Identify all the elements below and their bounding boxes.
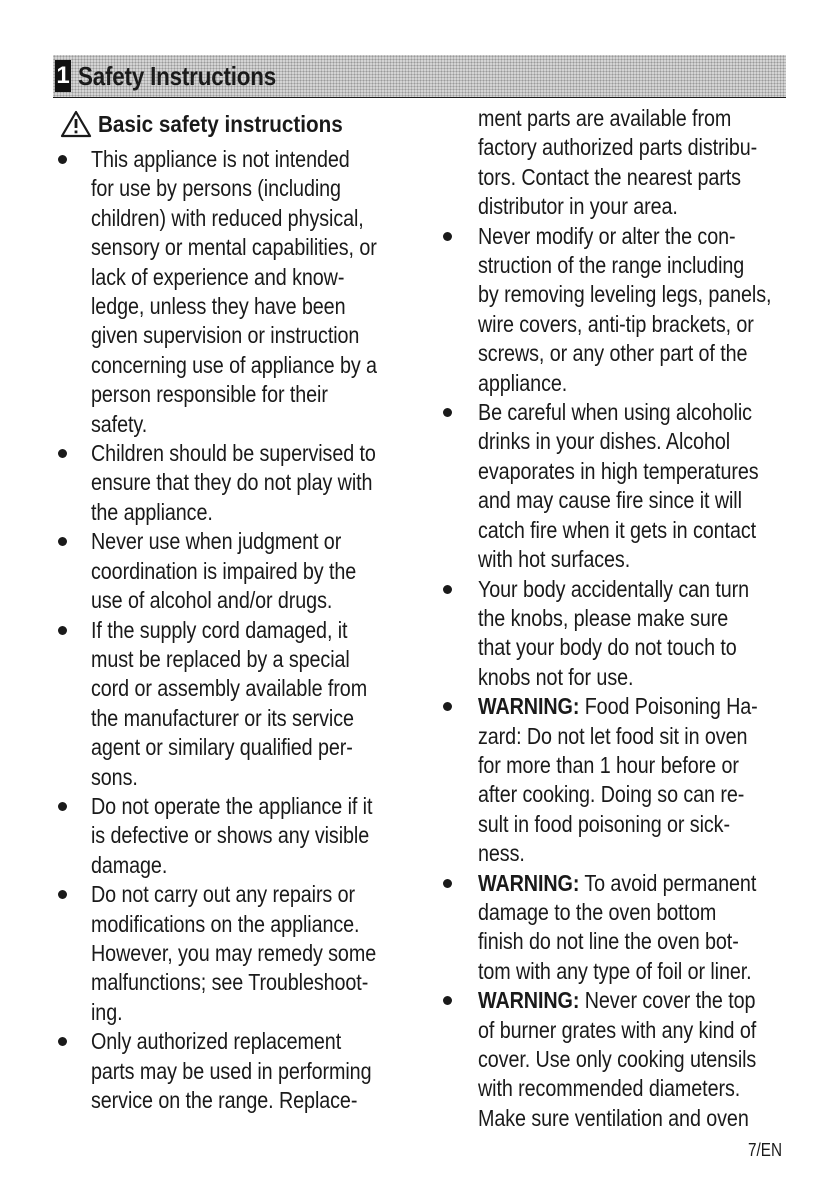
text-line: Do not carry out any repairs or: [91, 881, 356, 908]
text-line: person responsible for their: [91, 381, 328, 408]
text-line: tom with any type of foil or liner.: [478, 957, 752, 984]
text-line: for use by persons (including: [91, 175, 341, 202]
warning-triangle-icon: [60, 110, 92, 138]
text-line: by removing leveling legs, panels,: [478, 281, 772, 308]
text-line: Never modify or alter the con-: [478, 222, 736, 249]
bullet-icon: [58, 802, 67, 811]
text-line: concerning use of appliance by a: [91, 351, 377, 378]
text-line: for more than 1 hour before or: [478, 751, 739, 778]
text-line: knobs not for use.: [478, 663, 634, 690]
text-line: after cooking. Doing so can re-: [478, 781, 745, 808]
warning-text: Food Poisoning Ha-: [579, 693, 758, 720]
text-line: finish do not line the oven bot-: [478, 928, 739, 955]
text-line: coordination is impaired by the: [91, 557, 357, 584]
list-item: [57, 145, 402, 439]
text-line: However, you may remedy some: [91, 939, 377, 966]
text-line: damage.: [91, 851, 168, 878]
text-line: factory authorized parts distribu-: [478, 134, 758, 161]
text-line: is defective or shows any visible: [91, 822, 370, 849]
text-line: lack of experience and know-: [91, 263, 345, 290]
warning-text: Never cover the top: [579, 987, 756, 1014]
list-item: [442, 692, 797, 868]
text-line: screws, or any other part of the: [478, 340, 748, 367]
list-item: [57, 1027, 402, 1115]
text-line: cord or assembly available from: [91, 675, 368, 702]
warning-label: WARNING:: [478, 693, 580, 720]
bullet-icon: [58, 890, 67, 899]
warning-label: WARNING:: [478, 869, 580, 896]
text-line: damage to the oven bottom: [478, 898, 717, 925]
section-heading: [57, 104, 402, 144]
list-item: [57, 880, 402, 1027]
text-line: distributor in your area.: [478, 193, 678, 220]
bullet-icon: [443, 996, 452, 1005]
text-line: malfunctions; see Troubleshoot-: [91, 969, 369, 996]
text-line: with hot surfaces.: [478, 546, 631, 573]
text-line: Be careful when using alcoholic: [478, 399, 752, 426]
text-line: ensure that they do not play with: [91, 469, 373, 496]
list-item: [442, 986, 797, 1133]
warning-label: WARNING:: [478, 987, 580, 1014]
chapter-number-badge: 1: [55, 60, 71, 92]
section-header-bar: [53, 55, 786, 98]
bullet-icon: [58, 449, 67, 458]
right-column: [442, 104, 797, 1133]
text-line: drinks in your dishes. Alcohol: [478, 428, 731, 455]
text-line: with recommended diameters.: [478, 1075, 741, 1102]
text-line: and may cause fire since it will: [478, 487, 742, 514]
page-title: Safety Instructions: [78, 60, 277, 91]
list-item: [57, 439, 402, 527]
left-bullet-list: [57, 145, 402, 1115]
text-line: the knobs, please make sure: [478, 604, 729, 631]
text-line: sult in food poisoning or sick-: [478, 810, 730, 837]
text-line: given supervision or instruction: [91, 322, 360, 349]
text-line: [478, 869, 757, 898]
text-line: Make sure ventilation and oven: [478, 1104, 749, 1131]
text-line: sons.: [91, 763, 138, 790]
text-line: parts may be used in performing: [91, 1057, 372, 1084]
text-line: [478, 986, 756, 1015]
list-item: [442, 869, 797, 987]
bullet-icon: [443, 879, 452, 888]
text-line: Children should be supervised to: [91, 440, 376, 467]
list-item: [442, 398, 797, 574]
text-line: struction of the range including: [478, 252, 745, 279]
page-number: 7/EN: [748, 1140, 783, 1160]
list-item: [57, 792, 402, 880]
list-item: [442, 575, 797, 693]
text-line: children) with reduced physical,: [91, 204, 364, 231]
left-column: [57, 104, 402, 1115]
text-line: This appliance is not intended: [91, 146, 350, 172]
text-line: Only authorized replacement: [91, 1028, 342, 1055]
text-line: cover. Use only cooking utensils: [478, 1046, 757, 1072]
bullet-icon: [443, 702, 452, 711]
text-line: service on the range. Replace-: [91, 1087, 358, 1113]
text-line: ness.: [478, 840, 525, 867]
bullet-icon: [58, 626, 67, 635]
bullet-icon: [443, 585, 452, 594]
bullet-icon: [443, 232, 452, 241]
text-line: Never use when judgment or: [91, 528, 342, 555]
text-line: ledge, unless they have been: [91, 293, 346, 320]
text-line: tors. Contact the nearest parts: [478, 163, 741, 190]
text-line: must be replaced by a special: [91, 645, 350, 672]
text-line: zard: Do not let food sit in oven: [478, 722, 748, 749]
text-line: sensory or mental capabilities, or: [91, 234, 377, 261]
bullet-icon: [443, 408, 452, 417]
text-line: modifications on the appliance.: [91, 910, 360, 937]
text-line: wire covers, anti-tip brackets, or: [478, 310, 754, 337]
text-line: safety.: [91, 410, 148, 437]
text-line: that your body do not touch to: [478, 634, 737, 661]
text-line: use of alcohol and/or drugs.: [91, 587, 333, 614]
text-line: [478, 692, 758, 721]
continued-paragraph: [442, 104, 797, 222]
text-line: the appliance.: [91, 498, 213, 525]
warning-text: To avoid permanent: [579, 869, 757, 896]
text-line: evaporates in high temperatures: [478, 457, 759, 484]
right-bullet-list: [442, 222, 797, 1134]
list-item: [442, 222, 797, 398]
text-line: catch fire when it gets in contact: [478, 516, 757, 543]
text-line: ment parts are available from: [478, 105, 732, 131]
bullet-icon: [58, 155, 67, 164]
text-line: the manufacturer or its service: [91, 704, 354, 731]
bullet-icon: [58, 537, 67, 546]
text-line: ing.: [91, 998, 123, 1025]
bullet-icon: [58, 1037, 67, 1046]
list-item: [57, 616, 402, 792]
text-line: appliance.: [478, 369, 568, 396]
text-line: of burner grates with any kind of: [478, 1016, 757, 1043]
text-line: Do not operate the appliance if it: [91, 792, 373, 819]
list-item: [57, 527, 402, 615]
text-line: If the supply cord damaged, it: [91, 616, 348, 643]
section-title: Basic safety instructions: [98, 110, 343, 137]
text-line: Your body accidentally can turn: [478, 575, 750, 602]
text-line: agent or similary qualified per-: [91, 734, 353, 761]
